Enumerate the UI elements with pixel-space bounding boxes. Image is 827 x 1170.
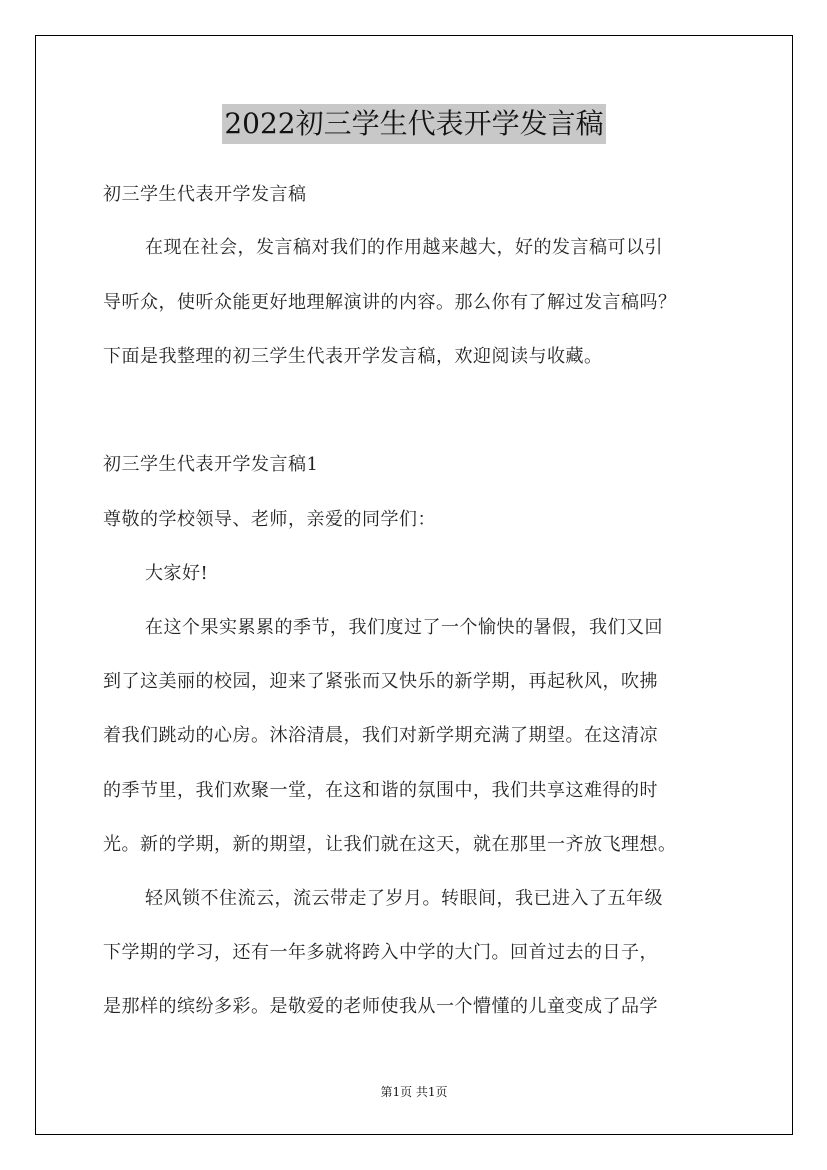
paragraph-line: 在现在社会，发言稿对我们的作用越来越大，好的发言稿可以引 <box>145 237 663 258</box>
greeting-line: 大家好! <box>145 563 209 584</box>
paragraph-line: 下学期的学习，还有一年多就将跨入中学的大门。回首过去的日子， <box>103 942 658 963</box>
subtitle-line: 初三学生代表开学发言稿 <box>103 184 307 205</box>
section-heading: 初三学生代表开学发言稿1 <box>103 454 319 475</box>
salutation-line: 尊敬的学校领导、老师，亲爱的同学们： <box>103 509 436 530</box>
document-title: 2022初三学生代表开学发言稿 <box>222 104 605 144</box>
paragraph-line: 导听众，使听众能更好地理解演讲的内容。那么你有了解过发言稿吗？ <box>103 292 677 313</box>
paragraph-line: 轻风锁不住流云，流云带走了岁月。转眼间，我已进入了五年级 <box>145 888 663 909</box>
document-page <box>35 35 793 1135</box>
page-footer: 第1页 共1页 <box>380 1085 448 1099</box>
paragraph-line: 的季节里，我们欢聚一堂，在这和谐的氛围中，我们共享这难得的时 <box>103 780 658 801</box>
paragraph-line: 到了这美丽的校园，迎来了紧张而又快乐的新学期，再起秋风，吹拂 <box>103 671 658 692</box>
title-wrap <box>36 104 792 144</box>
paragraph-line: 在这个果实累累的季节，我们度过了一个愉快的暑假，我们又回 <box>145 617 663 638</box>
paragraph-line: 下面是我整理的初三学生代表开学发言稿，欢迎阅读与收藏。 <box>103 346 603 367</box>
paragraph-line: 光。新的学期，新的期望，让我们就在这天，就在那里一齐放飞理想。 <box>103 834 677 855</box>
paragraph-line: 是那样的缤纷多彩。是敬爱的老师使我从一个懵懂的儿童变成了品学 <box>103 996 658 1017</box>
paragraph-line: 着我们跳动的心房。沐浴清晨，我们对新学期充满了期望。在这清凉 <box>103 725 658 746</box>
